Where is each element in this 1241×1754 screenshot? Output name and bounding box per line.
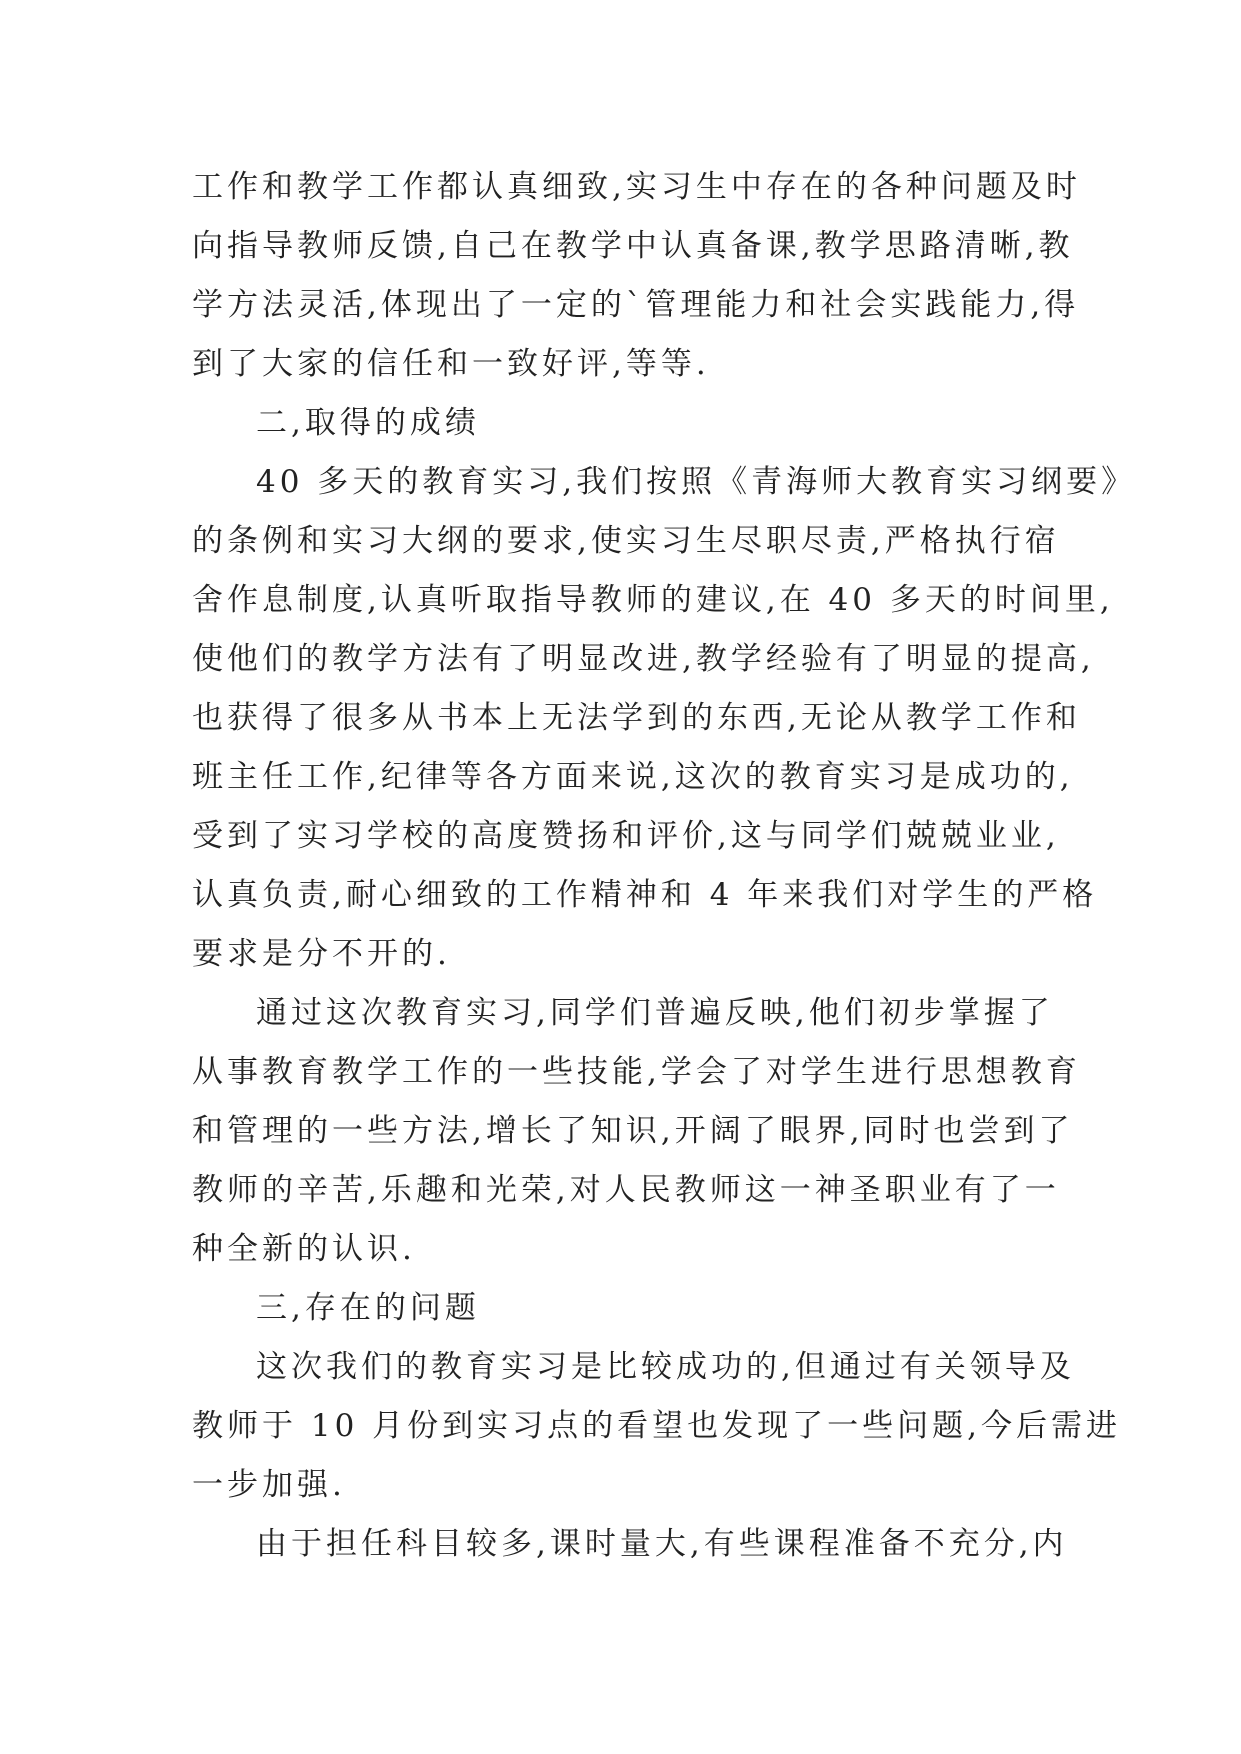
text-line: 学方法灵活,体现出了一定的`管理能力和社会实践能力,得 [192,287,1080,323]
text-line: 认真负责,耐心细致的工作精神和 4 年来我们对学生的严格 [192,877,1098,913]
text-line: 和管理的一些方法,增长了知识,开阔了眼界,同时也尝到了 [192,1113,1074,1149]
text-line: 到了大家的信任和一致好评,等等. [192,346,710,382]
text-line: 教师于 10 月份到实习点的看望也发现了一些问题,今后需进 [192,1408,1122,1444]
text-line: 使他们的教学方法有了明显改进,教学经验有了明显的提高, [192,641,1095,677]
text-line: 一步加强. [192,1467,346,1503]
text-line: 要求是分不开的. [192,936,451,972]
text-line: 这次我们的教育实习是比较成功的,但通过有关领导及 [256,1349,1075,1385]
body-text [192,158,1137,1574]
text-line: 种全新的认识. [192,1231,416,1267]
text-line: 受到了实习学校的高度赞扬和评价,这与同学们兢兢业业, [192,818,1060,854]
section-heading-problems: 三,存在的问题 [256,1290,480,1326]
text-line: 40 多天的教育实习,我们按照《青海师大教育实习纲要》 [256,464,1137,500]
text-line: 工作和教学工作都认真细致,实习生中存在的各种问题及时 [192,169,1081,205]
text-line: 班主任工作,纪律等各方面来说,这次的教育实习是成功的, [192,759,1074,795]
text-line: 由于担任科目较多,课时量大,有些课程准备不充分,内 [256,1526,1068,1562]
text-line: 的条例和实习大纲的要求,使实习生尽职尽责,严格执行宿 [192,523,1060,559]
text-line: 向指导教师反馈,自己在教学中认真备课,教学思路清晰,教 [192,228,1074,264]
text-line: 通过这次教育实习,同学们普遍反映,他们初步掌握了 [256,995,1054,1031]
text-line: 教师的辛苦,乐趣和光荣,对人民教师这一神圣职业有了一 [192,1172,1060,1208]
text-line: 也获得了很多从书本上无法学到的东西,无论从教学工作和 [192,700,1081,736]
text-line: 舍作息制度,认真听取指导教师的建议,在 40 多天的时间里, [192,582,1114,618]
text-line: 从事教育教学工作的一些技能,学会了对学生进行思想教育 [192,1054,1081,1090]
section-heading-achievements: 二,取得的成绩 [256,405,480,441]
